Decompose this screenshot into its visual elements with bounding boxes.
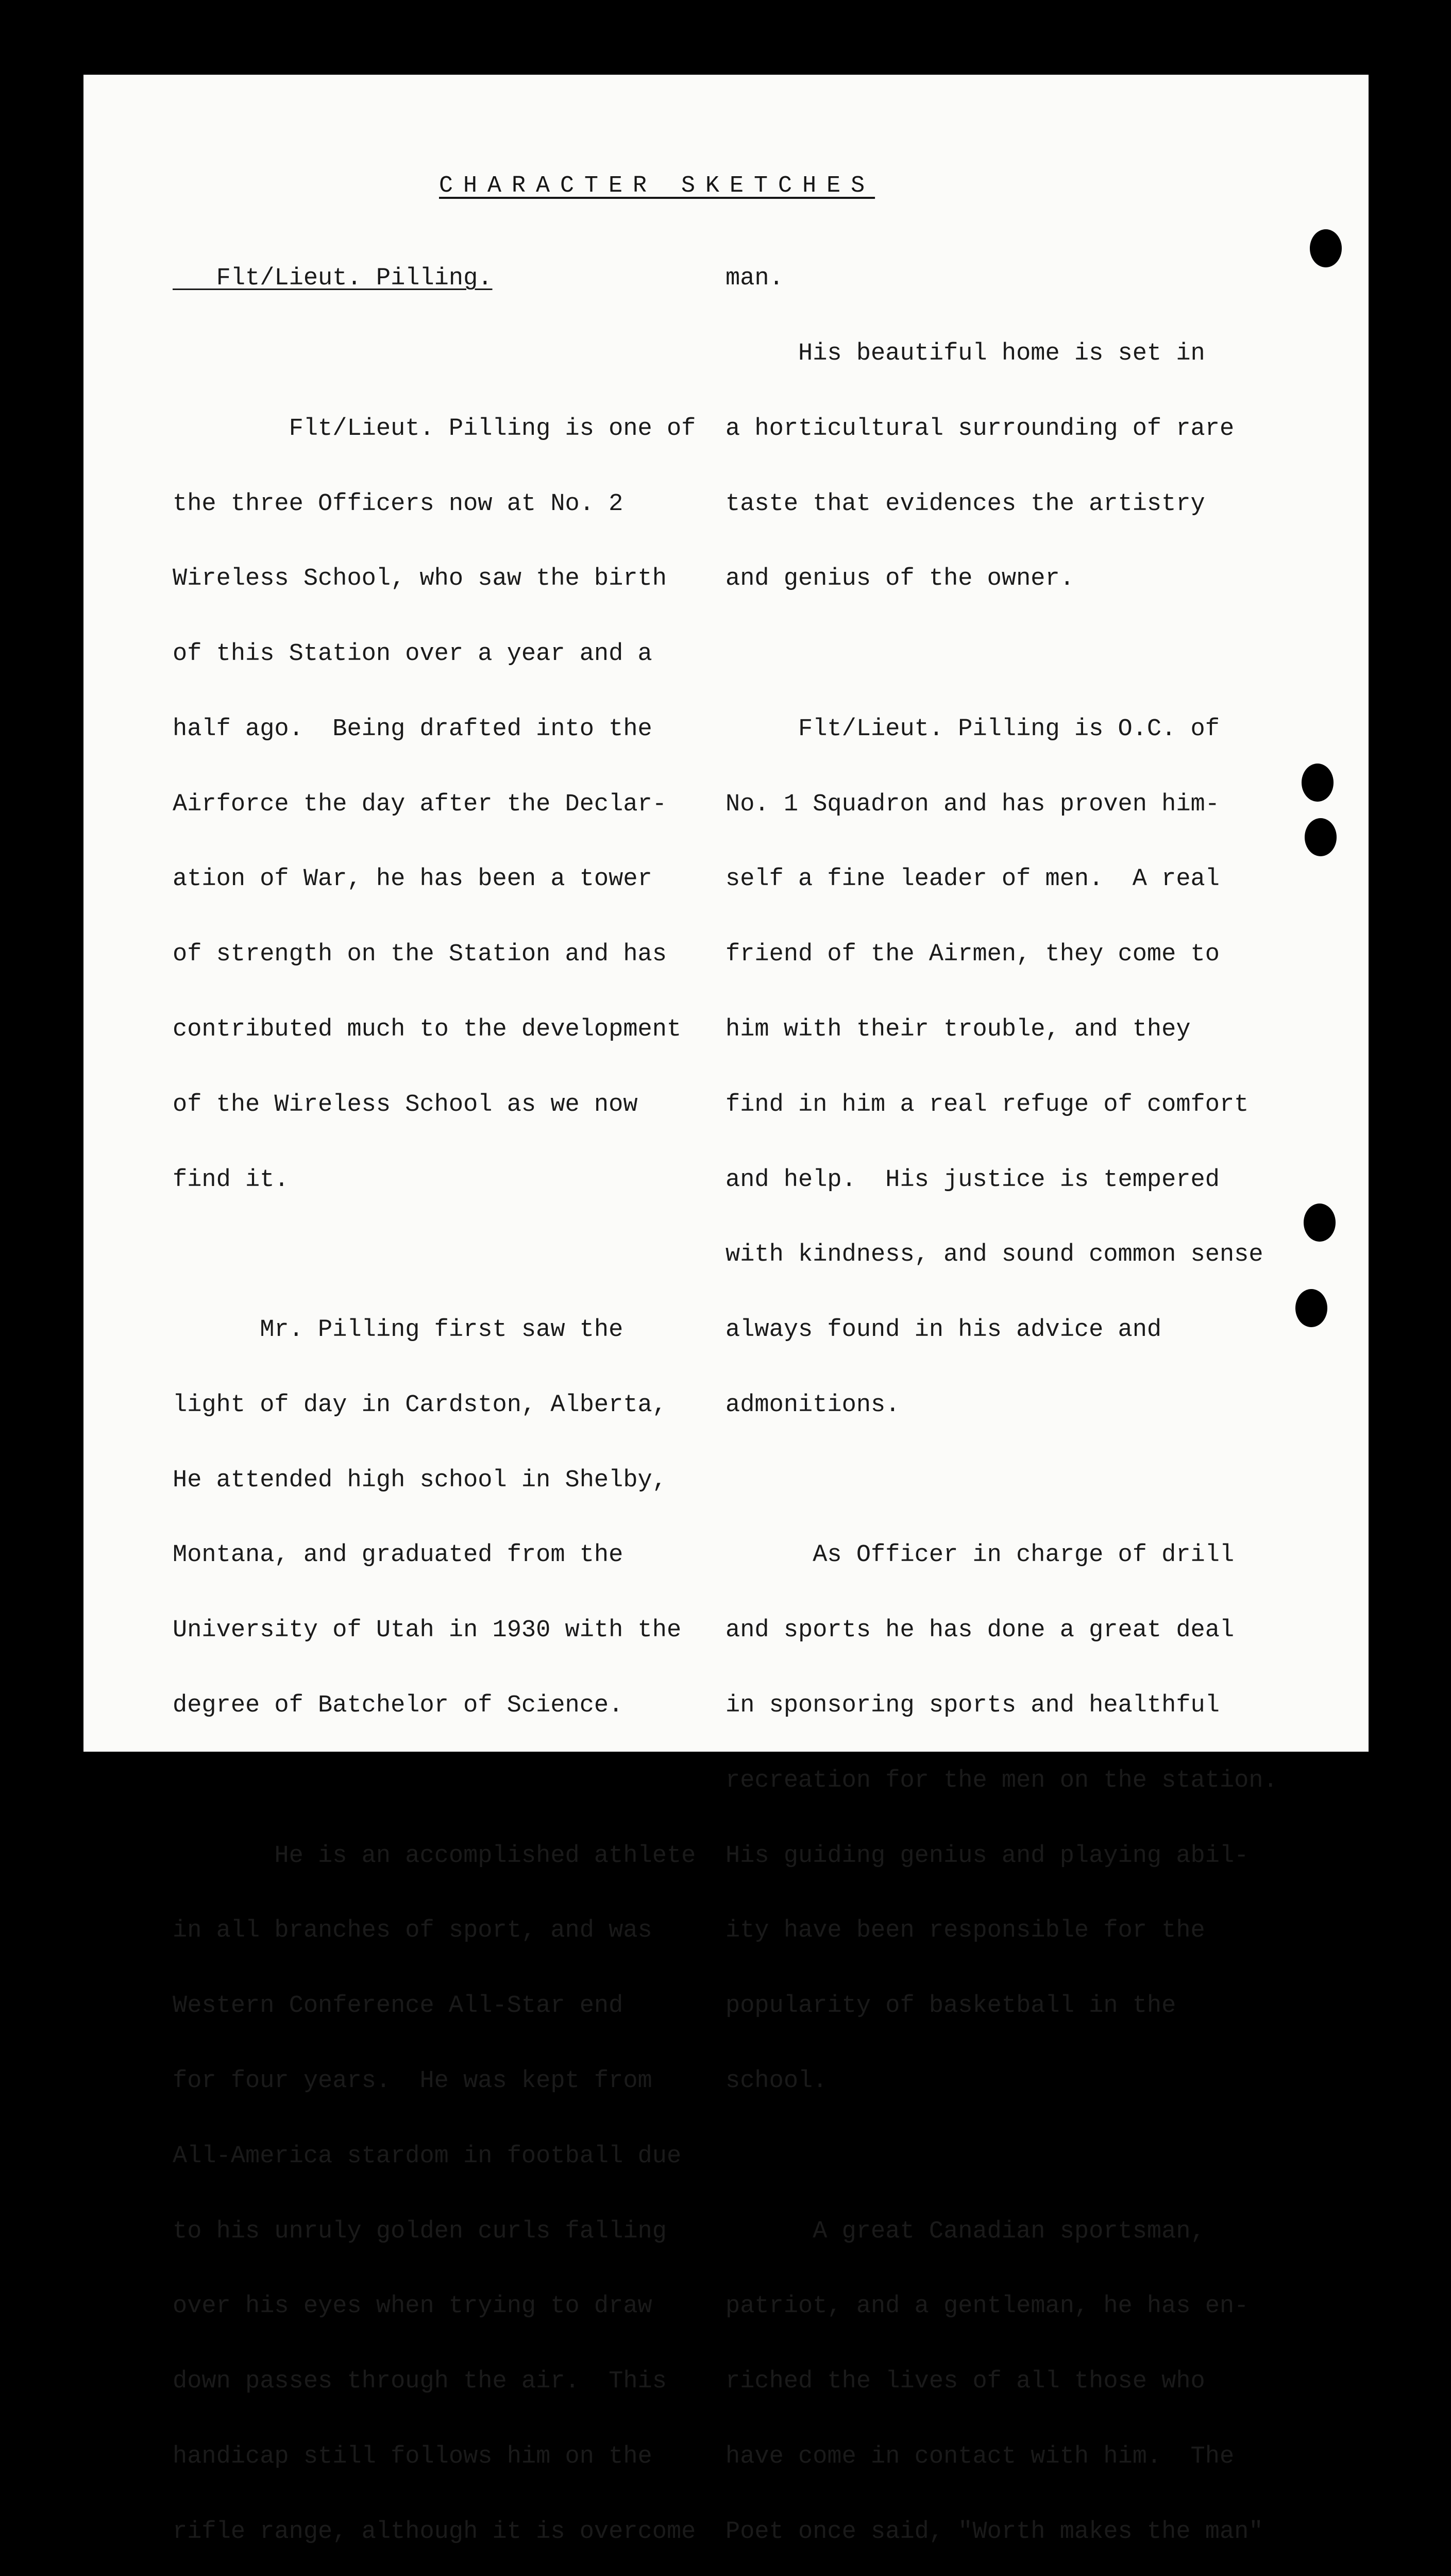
text-line: Flt/Lieut. Pilling is O.C. of	[726, 715, 1220, 743]
page-title: CHARACTER SKETCHES	[439, 173, 875, 199]
text-line: in sponsoring sports and healthful	[726, 1692, 1220, 1720]
text-line: for four years. He was kept from	[173, 2067, 652, 2095]
text-line: have come in contact with him. The	[726, 2443, 1235, 2470]
left-column	[173, 216, 727, 2576]
text-line: and sports he has done a great deal	[726, 1617, 1235, 1645]
text-line: the three Officers now at No. 2	[173, 490, 623, 518]
text-line: to his unruly golden curls falling	[173, 2217, 667, 2245]
text-line: and genius of the owner.	[726, 565, 1074, 593]
punch-hole	[1310, 229, 1342, 267]
text-line: of this Station over a year and a	[173, 640, 652, 668]
text-line: A great Canadian sportsman,	[726, 2217, 1205, 2245]
text-line: ation of War, he has been a tower	[173, 866, 652, 893]
text-line: Montana, and graduated from the	[173, 1541, 623, 1569]
text-line: Western Conference All-Star end	[173, 1992, 623, 2020]
text-line: light of day in Cardston, Alberta,	[173, 1391, 667, 1419]
text-line: No. 1 Squadron and has proven him-	[726, 790, 1220, 818]
text-line: He is an accomplished athlete	[173, 1842, 696, 1870]
text-line	[173, 1243, 727, 1268]
text-line: patriot, and a gentleman, he has en-	[726, 2293, 1249, 2320]
text-line: with kindness, and sound common sense	[726, 1241, 1263, 1269]
text-line	[726, 2144, 1308, 2170]
text-line: always found in his advice and	[726, 1316, 1162, 1344]
text-line: and help. His justice is tempered	[726, 1166, 1220, 1194]
text-line: Flt/Lieut. Pilling is one of	[173, 415, 696, 443]
text-line: Flt/Lieut. Pilling.	[173, 265, 493, 293]
text-line: admonitions.	[726, 1391, 900, 1419]
punch-hole	[1295, 1289, 1327, 1327]
text-line: Mr. Pilling first saw the	[173, 1316, 623, 1344]
text-line: His guiding genius and playing abil-	[726, 1842, 1249, 1870]
punch-hole	[1302, 764, 1334, 802]
text-line: down passes through the air. This	[173, 2368, 667, 2396]
text-line: He attended high school in Shelby,	[173, 1466, 667, 1494]
right-column	[726, 216, 1308, 2576]
text-line: over his eyes when trying to draw	[173, 2293, 652, 2320]
text-line: ity have been responsible for the	[726, 1917, 1205, 1945]
text-line	[726, 1468, 1308, 1494]
text-line: Wireless School, who saw the birth	[173, 565, 667, 593]
text-line: find it.	[173, 1166, 289, 1194]
text-line: half ago. Being drafted into the	[173, 715, 652, 743]
text-line: man.	[726, 265, 784, 293]
text-line: popularity of basketball in the	[726, 1992, 1176, 2020]
punch-hole	[1304, 1204, 1336, 1242]
text-line: Poet once said, "Worth makes the man"	[726, 2518, 1263, 2546]
punch-hole	[1305, 818, 1337, 856]
text-line: in all branches of sport, and was	[173, 1917, 652, 1945]
text-line	[173, 1769, 727, 1794]
text-line: find in him a real refuge of comfort	[726, 1091, 1249, 1118]
text-line: As Officer in charge of drill	[726, 1541, 1235, 1569]
text-line: riched the lives of all those who	[726, 2368, 1205, 2396]
text-line: a horticultural surrounding of rare	[726, 415, 1235, 443]
text-line	[726, 642, 1308, 667]
text-line: of strength on the Station and has	[173, 941, 667, 969]
text-line: school.	[726, 2067, 828, 2095]
text-line: rifle range, although it is overcome	[173, 2518, 696, 2546]
text-line: him with their trouble, and they	[726, 1016, 1191, 1043]
text-line: contributed much to the development	[173, 1016, 682, 1043]
text-line	[173, 342, 727, 367]
text-line: self a fine leader of men. A real	[726, 866, 1220, 893]
text-line: recreation for the men on the station.	[726, 1767, 1278, 1794]
text-line: Airforce the day after the Declar-	[173, 790, 667, 818]
text-line: All-America stardom in football due	[173, 2142, 682, 2170]
text-line: friend of the Airmen, they come to	[726, 941, 1220, 969]
text-line: degree of Batchelor of Science.	[173, 1692, 623, 1720]
text-line: University of Utah in 1930 with the	[173, 1617, 682, 1645]
text-line: His beautiful home is set in	[726, 340, 1205, 367]
text-line: handicap still follows him on the	[173, 2443, 652, 2470]
text-line: taste that evidences the artistry	[726, 490, 1205, 518]
text-line: of the Wireless School as we now	[173, 1091, 638, 1118]
